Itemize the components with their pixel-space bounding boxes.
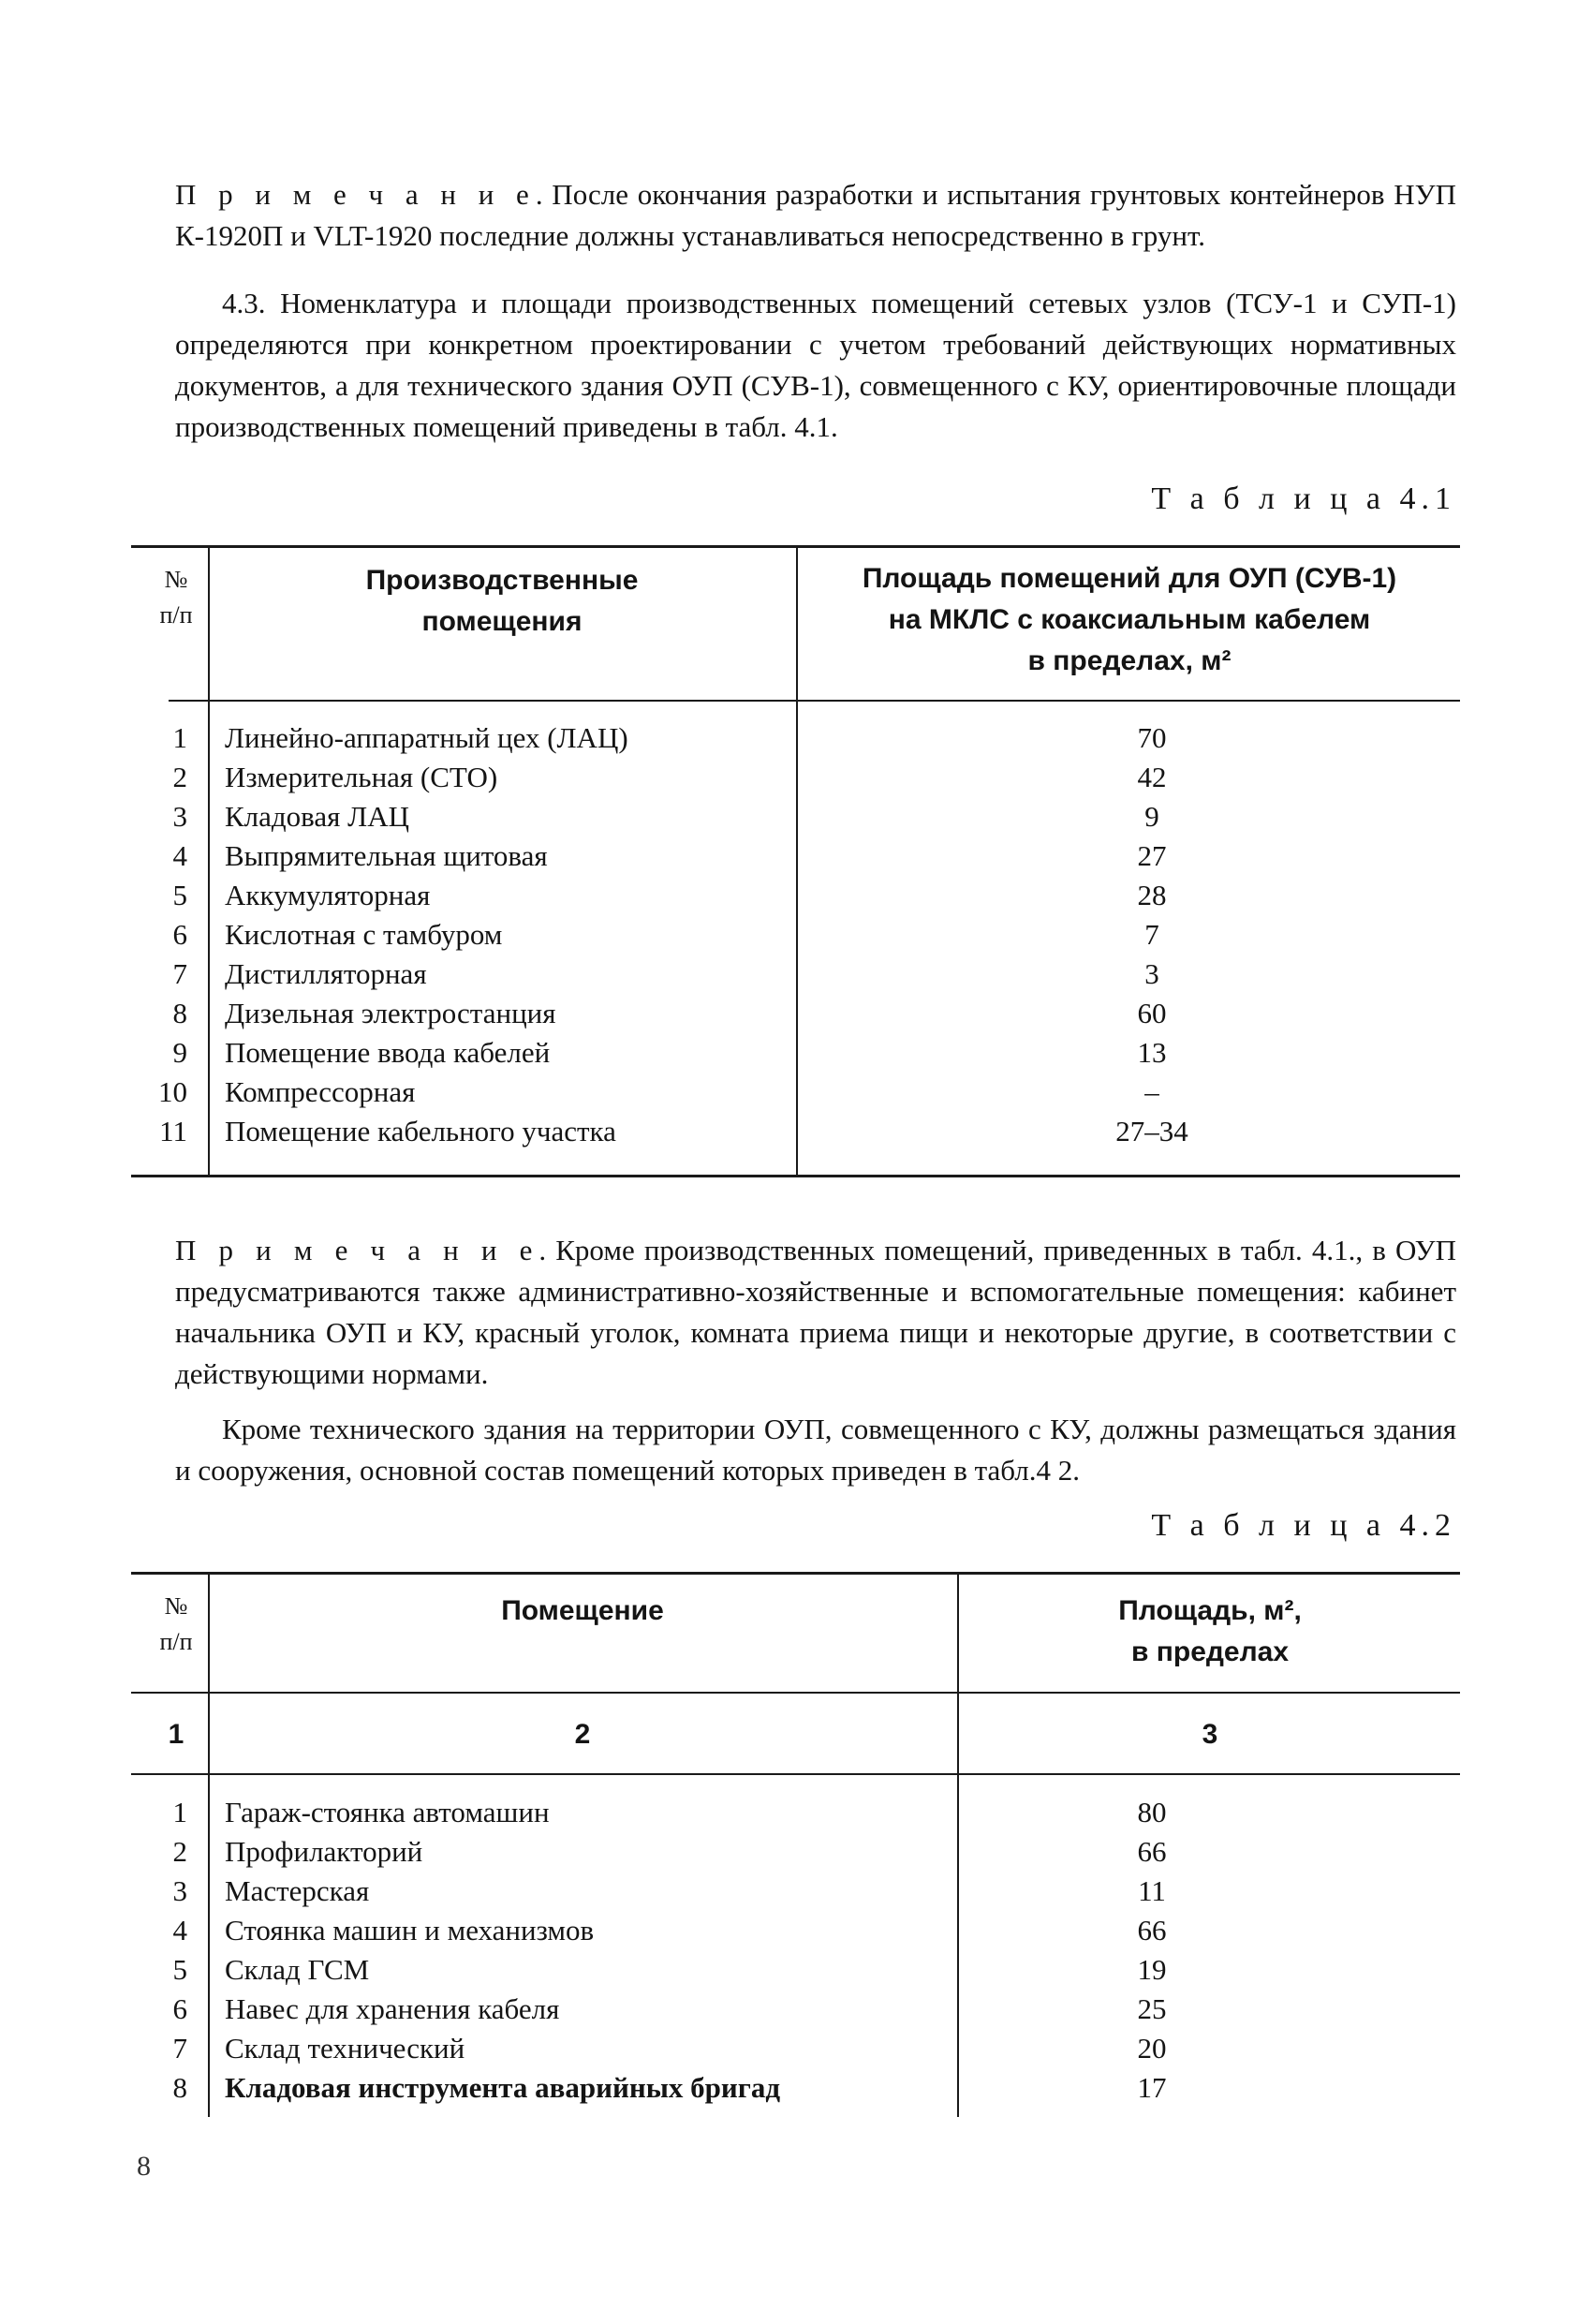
header-num-line-2: п/п — [159, 601, 193, 629]
room-name: Выпрямительная щитовая — [225, 839, 548, 872]
room-area: 28 — [1137, 879, 1167, 911]
table-4-2-caption: Т а б л и ц а 4.2 — [1151, 1508, 1456, 1543]
row-number: 7 — [172, 957, 187, 990]
room-area: 20 — [1137, 2032, 1167, 2065]
row-number: 3 — [172, 800, 187, 833]
table-4-2-col-divider-1 — [208, 1574, 210, 2117]
note-2-label: П р и м е ч а н и е — [175, 1234, 539, 1266]
row-number: 7 — [172, 2032, 187, 2065]
header-area-line-2: на МКЛС с коаксиальным кабелем — [888, 604, 1371, 635]
room-name: Дистилляторная — [225, 957, 427, 990]
page-number: 8 — [137, 2151, 151, 2182]
row-number: 6 — [172, 918, 187, 951]
row-number: 1 — [172, 721, 187, 754]
room-name: Аккумуляторная — [225, 879, 431, 911]
paragraph-table-4-2-intro: Кроме технического здания на территории ОУП, совмещенного с КУ, должны размещаться здания и сооружения, основной состав помещений которых приведен в табл.4 2. — [175, 1413, 1456, 1487]
header-area-line-2: в пределах — [1130, 1636, 1290, 1667]
room-area: 19 — [1137, 1953, 1167, 1986]
row-number: 6 — [172, 1992, 187, 2025]
room-area: 7 — [1144, 918, 1159, 951]
header-name-line-1: Производственные — [365, 565, 639, 596]
room-area: 66 — [1137, 1914, 1167, 1947]
room-name: Дизельная электростанция — [225, 997, 556, 1029]
room-name: Компрессорная — [225, 1075, 416, 1108]
note-1-text: . После окончания разработки и испытания грунтовых контейнеров НУП К-1920П и VLT-1920 последние должны устанавливаться непосредственно в грунт. — [175, 178, 1456, 252]
room-name: Гараж-стоянка автомашин — [225, 1796, 550, 1828]
table-4-2-top-rule — [131, 1572, 1460, 1575]
row-number: 4 — [172, 1914, 187, 1947]
table-4-2-colnum-1: 1 — [168, 1719, 184, 1750]
row-number: 3 — [172, 1874, 187, 1907]
table-4-1-header-rule — [169, 700, 1460, 702]
header-area-line-1: Площадь помещений для ОУП (СУВ-1) — [862, 563, 1397, 594]
room-name: Мастерская — [225, 1874, 370, 1907]
row-number: 1 — [172, 1796, 187, 1828]
room-name: Стоянка машин и механизмов — [225, 1914, 595, 1947]
header-name-line-2: помещения — [421, 606, 583, 637]
table-4-2-header-area — [961, 1591, 1459, 1673]
room-area: 42 — [1137, 761, 1167, 793]
room-area: 60 — [1137, 997, 1167, 1029]
room-area: 70 — [1137, 721, 1167, 754]
table-4-2-colnum-2: 2 — [574, 1719, 591, 1750]
row-number: 9 — [172, 1036, 187, 1069]
room-area: 3 — [1144, 957, 1159, 990]
table-4-2-col-divider-2 — [957, 1574, 959, 2117]
note-1 — [175, 174, 1456, 257]
header-num-line-1: № — [164, 566, 188, 593]
room-name: Помещение кабельного участка — [225, 1115, 616, 1147]
table-4-1-header-area — [800, 558, 1459, 682]
header-num-line-1: № — [164, 1592, 188, 1620]
row-number: 8 — [172, 2071, 187, 2104]
table-4-1-header-name — [212, 560, 792, 643]
table-4-2-header-name: Помещение — [501, 1595, 664, 1626]
row-number: 4 — [172, 839, 187, 872]
room-name: Линейно-аппаратный цех (ЛАЦ) — [225, 721, 628, 754]
room-name: Кладовая ЛАЦ — [225, 800, 409, 833]
room-name: Кладовая инструмента аварийных бригад — [225, 2071, 781, 2104]
room-name: Склад ГСМ — [225, 1953, 370, 1986]
row-number: 5 — [172, 1953, 187, 1986]
table-4-2-header-rule — [131, 1692, 1460, 1694]
note-2 — [175, 1230, 1456, 1395]
table-4-2-colnum-rule — [131, 1773, 1460, 1775]
table-4-1-col-divider-2 — [796, 547, 798, 1175]
room-name: Измерительная (СТО) — [225, 761, 498, 793]
room-name: Помещение ввода кабелей — [225, 1036, 551, 1069]
row-number: 2 — [172, 1835, 187, 1868]
room-area: 25 — [1137, 1992, 1167, 2025]
room-area: 11 — [1138, 1874, 1166, 1907]
room-name: Профилакторий — [225, 1835, 423, 1868]
room-area: 17 — [1137, 2071, 1167, 2104]
table-4-1-header-num — [150, 562, 202, 633]
header-num-line-2: п/п — [159, 1628, 193, 1655]
row-number: 11 — [159, 1115, 187, 1147]
room-area: 9 — [1144, 800, 1159, 833]
note-2-text: . Кроме производственных помещений, приведенных в табл. 4.1., в ОУП предусматриваются также административно-хозяйственные и вспомогательные помещения: кабинет начальника ОУП и КУ, красный уголок, комната приема пищи и некоторые другие, в соответствии с действующими нормами. — [175, 1234, 1456, 1390]
row-number: 2 — [172, 761, 187, 793]
row-number: 10 — [158, 1075, 187, 1108]
note-1-label: П р и м е ч а н и е — [175, 178, 536, 211]
row-number: 8 — [172, 997, 187, 1029]
table-4-2-colnum-3: 3 — [1202, 1719, 1218, 1750]
room-area: 13 — [1137, 1036, 1167, 1069]
room-area: 27 — [1137, 839, 1167, 872]
table-4-1-col-divider-1 — [208, 547, 210, 1175]
room-area: 27–34 — [1115, 1115, 1188, 1147]
room-name: Склад технический — [225, 2032, 465, 2065]
paragraph-4-3: 4.3. Номенклатура и площади производственных помещений сетевых узлов (ТСУ-1 и СУП-1) определяются при конкретном проектировании с учетом требований действующих нормативных документов, а для технического здания ОУП (СУВ-1), совмещенного с КУ, ориентировочные площади производственных помещений приведены в табл. 4.1. — [175, 287, 1456, 443]
room-area: 66 — [1137, 1835, 1167, 1868]
header-area-line-1: Площадь, м², — [1118, 1595, 1302, 1626]
room-name: Кислотная с тамбуром — [225, 918, 503, 951]
header-area-line-3: в пределах, м² — [1027, 645, 1232, 676]
table-4-2-header-num — [150, 1589, 202, 1660]
table-4-1-caption: Т а б л и ц а 4.1 — [1151, 481, 1456, 516]
room-area: 80 — [1137, 1796, 1167, 1828]
row-number: 5 — [172, 879, 187, 911]
table-4-1-bottom-rule — [131, 1175, 1460, 1177]
room-area: – — [1144, 1075, 1159, 1108]
room-name: Навес для хранения кабеля — [225, 1992, 560, 2025]
